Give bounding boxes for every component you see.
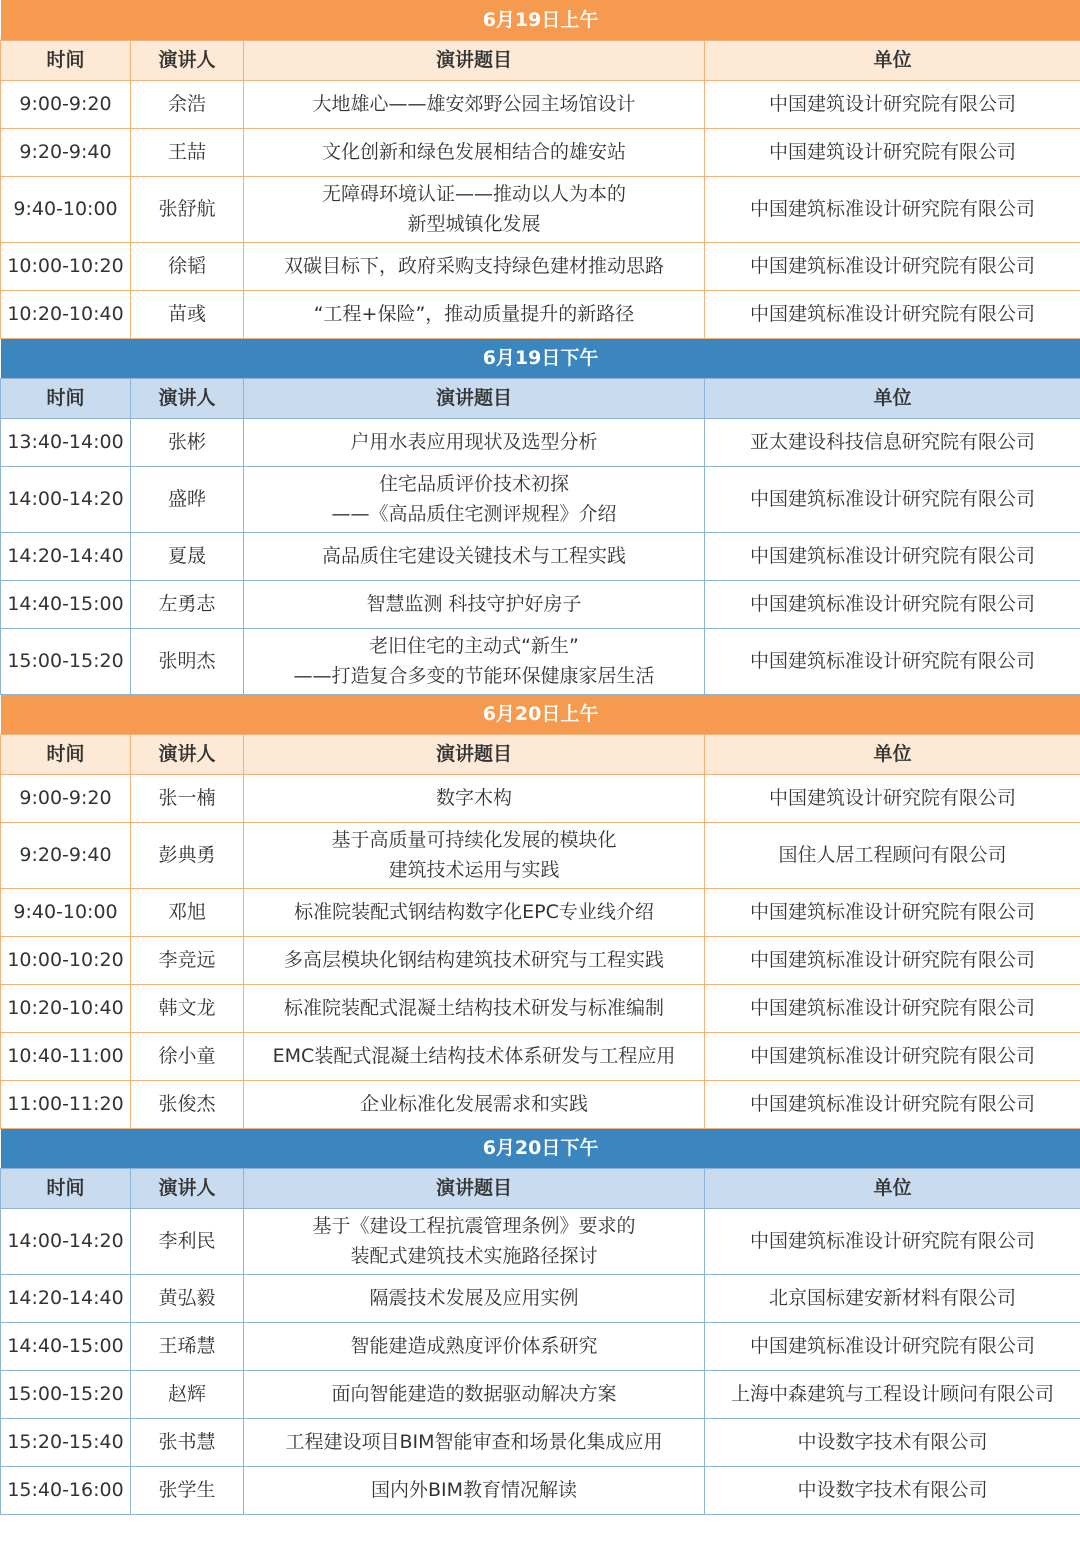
topic-cell	[244, 1418, 705, 1466]
time-cell: 11:00-11:20	[1, 1080, 131, 1128]
org-cell: 中国建筑设计研究院有限公司	[705, 80, 1080, 128]
time-cell: 15:20-15:40	[1, 1418, 131, 1466]
column-header-topic: 演讲题目	[244, 40, 705, 80]
topic-line: 智能建造成熟度评价体系研究	[350, 1335, 598, 1357]
column-header-time: 时间	[1, 1168, 131, 1208]
column-header-speaker: 演讲人	[131, 40, 244, 80]
table-row	[1, 1032, 1080, 1080]
topic-line: 双碳目标下，政府采购支持绿色建材推动思路	[283, 255, 664, 277]
session-banner	[1, 338, 1080, 378]
speaker-cell: 张明杰	[131, 628, 244, 694]
org-cell: 上海中森建筑与工程设计顾问有限公司	[705, 1370, 1080, 1418]
table-row	[1, 984, 1080, 1032]
org-cell: 国住人居工程顾问有限公司	[705, 822, 1080, 888]
topic-line: 隔震技术发展及应用实例	[369, 1287, 579, 1309]
time-cell: 15:00-15:20	[1, 628, 131, 694]
time-cell: 10:20-10:40	[1, 984, 131, 1032]
time-cell: 10:00-10:20	[1, 242, 131, 290]
table-row	[1, 242, 1080, 290]
table-row	[1, 176, 1080, 242]
session-banner	[1, 1128, 1080, 1168]
time-cell: 9:20-9:40	[1, 822, 131, 888]
topic-cell	[244, 1032, 705, 1080]
topic-line: 建筑技术运用与实践	[388, 859, 560, 881]
column-header-org: 单位	[705, 40, 1080, 80]
org-cell: 中国建筑标准设计研究院有限公司	[705, 176, 1080, 242]
time-cell: 14:40-15:00	[1, 1322, 131, 1370]
topic-line: 文化创新和绿色发展相结合的雄安站	[321, 141, 626, 163]
speaker-cell: 余浩	[131, 80, 244, 128]
time-cell: 9:00-9:20	[1, 80, 131, 128]
time-cell: 10:00-10:20	[1, 936, 131, 984]
session-section	[1, 0, 1080, 338]
topic-line: 无障碍环境认证——推动以人为本的	[321, 183, 626, 205]
column-header-row	[1, 1168, 1080, 1208]
column-header-row	[1, 734, 1080, 774]
table-row	[1, 290, 1080, 338]
speaker-cell: 王喆	[131, 128, 244, 176]
table-row	[1, 628, 1080, 694]
table-row	[1, 80, 1080, 128]
table-row	[1, 774, 1080, 822]
column-header-time: 时间	[1, 40, 131, 80]
topic-cell	[244, 1370, 705, 1418]
speaker-cell: 韩文龙	[131, 984, 244, 1032]
session-section	[1, 694, 1080, 1128]
column-header-time: 时间	[1, 378, 131, 418]
topic-line: 住宅品质评价技术初探	[378, 473, 569, 495]
column-header-org: 单位	[705, 1168, 1080, 1208]
topic-line: 高品质住宅建设关键技术与工程实践	[321, 545, 626, 567]
session-section	[1, 1128, 1080, 1514]
topic-cell	[244, 1274, 705, 1322]
time-cell: 10:20-10:40	[1, 290, 131, 338]
topic-cell	[244, 1322, 705, 1370]
time-cell: 14:00-14:20	[1, 466, 131, 532]
topic-line: 新型城镇化发展	[407, 213, 541, 235]
column-header-speaker: 演讲人	[131, 378, 244, 418]
time-cell: 14:20-14:40	[1, 532, 131, 580]
speaker-cell: 徐小童	[131, 1032, 244, 1080]
column-header-topic: 演讲题目	[244, 734, 705, 774]
table-row	[1, 1322, 1080, 1370]
time-cell: 9:20-9:40	[1, 128, 131, 176]
topic-line: ——打造复合多变的节能环保健康家居生活	[293, 665, 655, 687]
time-cell: 10:40-11:00	[1, 1032, 131, 1080]
topic-line: 大地雄心——雄安郊野公园主场馆设计	[312, 93, 636, 115]
topic-cell	[244, 532, 705, 580]
speaker-cell: 左勇志	[131, 580, 244, 628]
topic-cell	[244, 984, 705, 1032]
org-cell: 中设数字技术有限公司	[705, 1466, 1080, 1514]
speaker-cell: 张学生	[131, 1466, 244, 1514]
org-cell: 中国建筑标准设计研究院有限公司	[705, 580, 1080, 628]
time-cell: 15:40-16:00	[1, 1466, 131, 1514]
org-cell: 中国建筑标准设计研究院有限公司	[705, 466, 1080, 532]
speaker-cell: 苗彧	[131, 290, 244, 338]
org-cell: 中国建筑标准设计研究院有限公司	[705, 1080, 1080, 1128]
table-row	[1, 1080, 1080, 1128]
topic-line: 国内外BIM教育情况解读	[370, 1479, 578, 1501]
topic-line: “工程+保险”，推动质量提升的新路径	[313, 303, 635, 325]
column-header-org: 单位	[705, 378, 1080, 418]
org-cell: 中国建筑设计研究院有限公司	[705, 774, 1080, 822]
speaker-cell: 张舒航	[131, 176, 244, 242]
time-cell: 15:00-15:20	[1, 1370, 131, 1418]
time-cell: 9:40-10:00	[1, 888, 131, 936]
column-header-row	[1, 378, 1080, 418]
topic-cell	[244, 774, 705, 822]
table-row	[1, 580, 1080, 628]
column-header-topic: 演讲题目	[244, 378, 705, 418]
speaker-cell: 彭典勇	[131, 822, 244, 888]
table-row	[1, 418, 1080, 466]
org-cell: 中国建筑标准设计研究院有限公司	[705, 888, 1080, 936]
topic-line: ——《高品质住宅测评规程》介绍	[331, 503, 617, 525]
topic-cell	[244, 888, 705, 936]
topic-cell	[244, 290, 705, 338]
topic-cell	[244, 418, 705, 466]
speaker-cell: 徐韬	[131, 242, 244, 290]
session-title: 6月20日上午	[1, 694, 1080, 734]
column-header-org: 单位	[705, 734, 1080, 774]
topic-cell	[244, 822, 705, 888]
topic-line: 基于高质量可持续化发展的模块化	[331, 829, 617, 851]
topic-line: 企业标准化发展需求和实践	[359, 1093, 588, 1115]
org-cell: 亚太建设科技信息研究院有限公司	[705, 418, 1080, 466]
session-title: 6月19日上午	[1, 0, 1080, 40]
table-row	[1, 1208, 1080, 1274]
speaker-cell: 邓旭	[131, 888, 244, 936]
time-cell: 14:40-15:00	[1, 580, 131, 628]
speaker-cell: 张书慧	[131, 1418, 244, 1466]
topic-line: 老旧住宅的主动式“新生”	[369, 635, 579, 657]
topic-line: EMC装配式混凝土结构技术体系研发与工程应用	[272, 1045, 676, 1067]
topic-line: 标准院装配式混凝土结构技术研发与标准编制	[283, 997, 664, 1019]
column-header-row	[1, 40, 1080, 80]
column-header-topic: 演讲题目	[244, 1168, 705, 1208]
session-banner	[1, 0, 1080, 40]
session-title: 6月20日下午	[1, 1128, 1080, 1168]
speaker-cell: 张彬	[131, 418, 244, 466]
org-cell: 中国建筑标准设计研究院有限公司	[705, 1322, 1080, 1370]
org-cell: 中国建筑设计研究院有限公司	[705, 128, 1080, 176]
time-cell: 13:40-14:00	[1, 418, 131, 466]
topic-line: 标准院装配式钢结构数字化EPC专业线介绍	[294, 901, 654, 923]
speaker-cell: 赵辉	[131, 1370, 244, 1418]
org-cell: 北京国标建安新材料有限公司	[705, 1274, 1080, 1322]
topic-line: 面向智能建造的数据驱动解决方案	[331, 1383, 617, 1405]
speaker-cell: 李竞远	[131, 936, 244, 984]
table-row	[1, 1418, 1080, 1466]
org-cell: 中国建筑标准设计研究院有限公司	[705, 1032, 1080, 1080]
topic-line: 多高层模块化钢结构建筑技术研究与工程实践	[283, 949, 664, 971]
session-section	[1, 338, 1080, 694]
table-row	[1, 1274, 1080, 1322]
time-cell: 9:40-10:00	[1, 176, 131, 242]
topic-cell	[244, 1080, 705, 1128]
time-cell: 14:00-14:20	[1, 1208, 131, 1274]
session-title: 6月19日下午	[1, 338, 1080, 378]
session-banner	[1, 694, 1080, 734]
org-cell: 中国建筑标准设计研究院有限公司	[705, 532, 1080, 580]
topic-line: 基于《建设工程抗震管理条例》要求的	[312, 1215, 636, 1237]
topic-line: 数字木构	[435, 787, 512, 809]
topic-cell	[244, 580, 705, 628]
topic-line: 装配式建筑技术实施路径探讨	[350, 1245, 598, 1267]
table-row	[1, 936, 1080, 984]
topic-cell	[244, 1208, 705, 1274]
table-row	[1, 1370, 1080, 1418]
column-header-speaker: 演讲人	[131, 1168, 244, 1208]
column-header-time: 时间	[1, 734, 131, 774]
topic-cell	[244, 466, 705, 532]
org-cell: 中国建筑标准设计研究院有限公司	[705, 984, 1080, 1032]
topic-cell	[244, 242, 705, 290]
topic-cell	[244, 628, 705, 694]
org-cell: 中国建筑标准设计研究院有限公司	[705, 1208, 1080, 1274]
table-row	[1, 532, 1080, 580]
topic-cell	[244, 936, 705, 984]
topic-line: 户用水表应用现状及选型分析	[350, 431, 598, 453]
topic-cell	[244, 80, 705, 128]
table-row	[1, 1466, 1080, 1514]
table-row	[1, 888, 1080, 936]
time-cell: 9:00-9:20	[1, 774, 131, 822]
topic-line: 智慧监测 科技守护好房子	[366, 593, 582, 615]
org-cell: 中国建筑标准设计研究院有限公司	[705, 242, 1080, 290]
org-cell: 中国建筑标准设计研究院有限公司	[705, 290, 1080, 338]
speaker-cell: 张俊杰	[131, 1080, 244, 1128]
table-row	[1, 128, 1080, 176]
topic-cell	[244, 176, 705, 242]
org-cell: 中国建筑标准设计研究院有限公司	[705, 628, 1080, 694]
org-cell: 中国建筑标准设计研究院有限公司	[705, 936, 1080, 984]
speaker-cell: 王琋慧	[131, 1322, 244, 1370]
topic-cell	[244, 128, 705, 176]
speaker-cell: 黄弘毅	[131, 1274, 244, 1322]
speaker-cell: 李利民	[131, 1208, 244, 1274]
topic-cell	[244, 1466, 705, 1514]
table-row	[1, 822, 1080, 888]
column-header-speaker: 演讲人	[131, 734, 244, 774]
speaker-cell: 盛晔	[131, 466, 244, 532]
speaker-cell: 夏晟	[131, 532, 244, 580]
topic-line: 工程建设项目BIM智能审查和场景化集成应用	[285, 1431, 663, 1453]
speaker-cell: 张一楠	[131, 774, 244, 822]
org-cell: 中设数字技术有限公司	[705, 1418, 1080, 1466]
table-row	[1, 466, 1080, 532]
time-cell: 14:20-14:40	[1, 1274, 131, 1322]
